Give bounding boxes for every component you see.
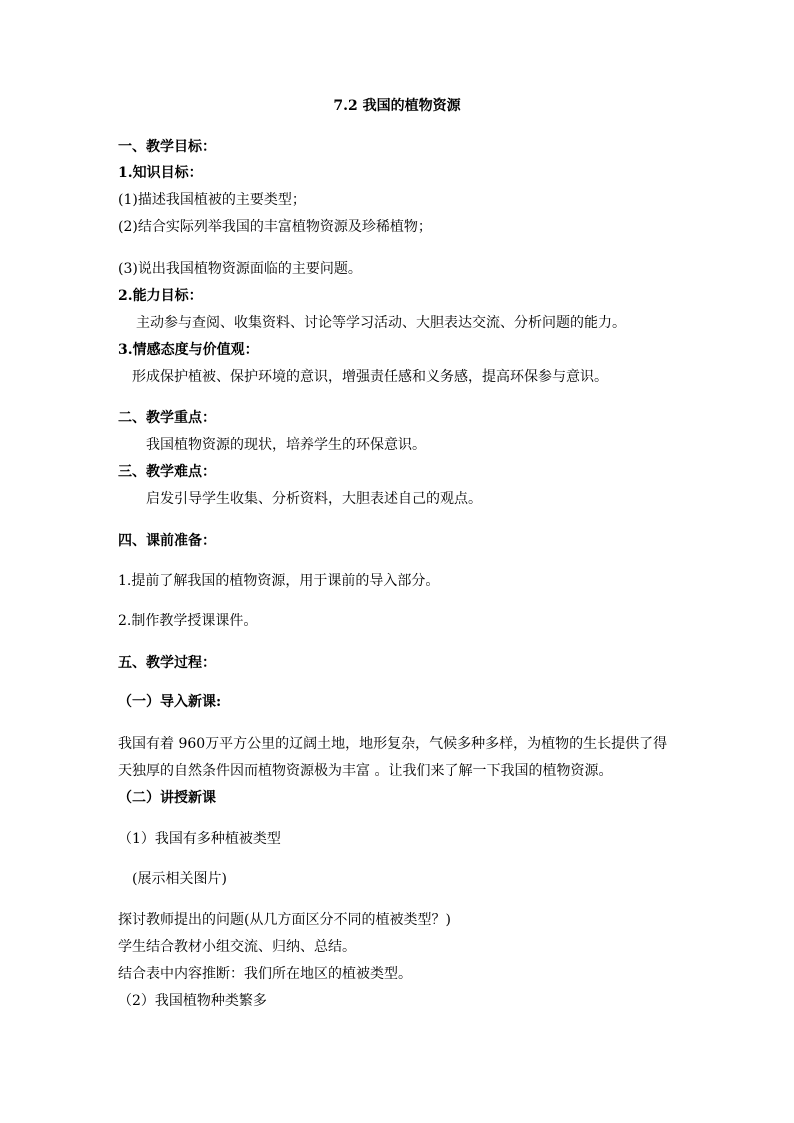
subheading-introduction: （一）导入新课: (118, 694, 222, 710)
section-heading-process: 五、教学过程： (118, 655, 216, 671)
text-line: 启发引导学生收集、分析资料，大胆表述自己的观点。 (146, 491, 482, 507)
text-line: 探讨教师提出的问题(从几方面区分不同的植被类型？) (118, 912, 451, 928)
text-line: (1)描述我国植被的主要类型； (118, 192, 306, 208)
text-line: （1）我国有多种植被类型 (118, 831, 281, 847)
subheading-attitude-values: 3.情感态度与价值观： (118, 342, 259, 358)
text-line: 我国有着 960万平方公里的辽阔土地，地形复杂，气候多种多样，为植物的生长提供了得 (118, 736, 668, 752)
text-line: (3)说出我国植物资源面临的主要问题。 (118, 261, 362, 277)
text-line: 2.制作教学授课课件。 (118, 613, 258, 629)
text-line: 学生结合教材小组交流、归纳、总结。 (118, 939, 356, 955)
text-line: 结合表中内容推断：我们所在地区的植被类型。 (118, 966, 412, 982)
text-line: （2）我国植物种类繁多 (118, 993, 267, 1009)
text-line: (2)结合实际列举我国的丰富植物资源及珍稀植物； (118, 219, 432, 235)
section-heading-preparation: 四、课前准备： (118, 533, 216, 549)
section-heading-teaching-goals: 一、教学目标： (118, 139, 216, 155)
subheading-new-lesson: （二）讲授新课 (118, 790, 216, 806)
subheading-knowledge-goals: 1.知识目标： (118, 165, 203, 181)
text-line: 形成保护植被、保护环境的意识，增强责任感和义务感，提高环保参与意识。 (132, 369, 608, 385)
document-title: 7.2 我国的植物资源 (333, 98, 461, 114)
section-heading-difficulties: 三、教学难点： (118, 464, 216, 480)
text-line: 我国植物资源的现状，培养学生的环保意识。 (146, 437, 426, 453)
section-heading-key-points: 二、教学重点： (118, 410, 216, 426)
text-line: 主动参与查阅、收集资料、讨论等学习活动、大胆表达交流、分析问题的能力。 (136, 315, 626, 331)
text-line: 天独厚的自然条件因而植物资源极为丰富 。让我们来了解一下我国的植物资源。 (118, 763, 613, 779)
text-line: 1.提前了解我国的植物资源，用于课前的导入部分。 (118, 573, 440, 589)
subheading-ability-goals: 2.能力目标： (118, 288, 203, 304)
text-line: (展示相关图片) (132, 871, 227, 887)
